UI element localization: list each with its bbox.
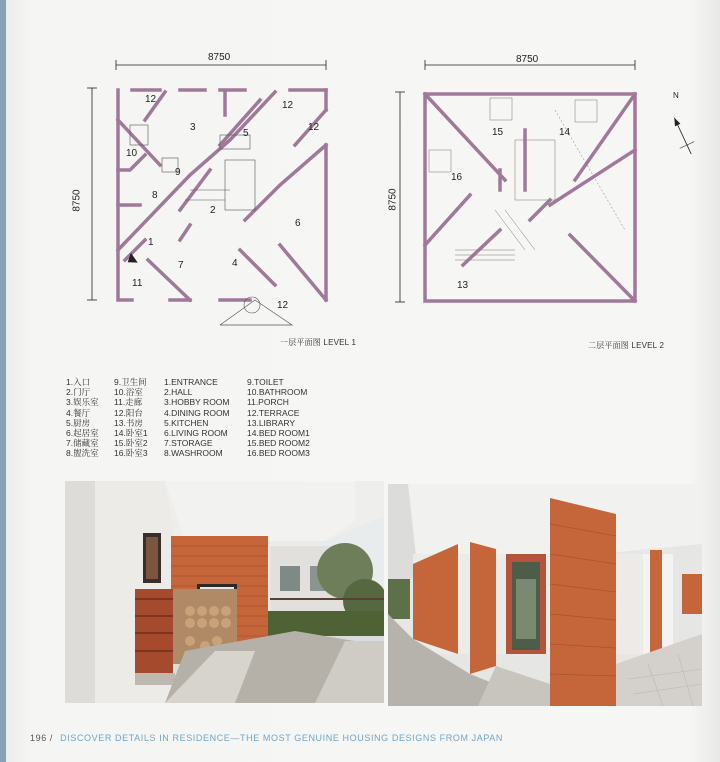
room-number: 10 (126, 148, 138, 159)
legend-item: 10.BATHROOM (247, 387, 308, 398)
room-number: 8 (152, 190, 158, 201)
level2-width-dimension: 8750 (516, 54, 539, 65)
page-edge-strip (0, 0, 6, 762)
legend-en-col1 (164, 377, 230, 459)
legend-item: 15.BED ROOM2 (247, 438, 310, 449)
photo-wood-fin-corridor (388, 484, 702, 706)
legend-item: 3.娱乐室 (66, 397, 99, 408)
legend-item: 3.HOBBY ROOM (164, 397, 230, 408)
level1-width-dimension: 8750 (208, 52, 231, 63)
legend-item: 5.厨房 (66, 417, 91, 428)
room-number: 6 (295, 218, 301, 229)
room-number: 3 (190, 122, 196, 133)
legend-item: 5.KITCHEN (164, 417, 209, 428)
legend-item: 8.盥洗室 (66, 448, 99, 459)
floor-plan-level-1 (70, 50, 360, 350)
legend-cn-col2 (114, 377, 148, 459)
legend-item: 1.ENTRANCE (164, 377, 218, 387)
north-arrow-icon (667, 114, 698, 157)
north-label: N (673, 91, 679, 100)
room-number: 13 (457, 280, 469, 291)
legend-item: 4.DINING ROOM (164, 407, 230, 418)
legend-item: 14.卧室1 (114, 428, 148, 439)
legend-item: 16.BED ROOM3 (247, 448, 310, 459)
legend-item: 12.阳台 (114, 407, 143, 418)
photo-porch-firewood (65, 481, 384, 703)
level2-height-dimension: 8750 (387, 188, 399, 211)
room-number: 7 (178, 260, 184, 271)
room-number: 14 (559, 127, 571, 138)
room-number: 11 (132, 278, 143, 289)
book-title: DISCOVER DETAILS IN RESIDENCE—THE MOST GENUINE HOUSING DESIGNS FROM JAPAN (60, 733, 503, 743)
legend-item: 11.走廊 (114, 397, 143, 408)
legend-item: 12.TERRACE (247, 407, 300, 418)
legend-item: 11.PORCH (247, 397, 289, 408)
legend-item: 9.TOILET (247, 377, 284, 387)
level2-caption: 二层平面图 LEVEL 2 (588, 341, 665, 350)
legend-item: 13.书房 (114, 417, 143, 428)
legend-en-col2 (247, 377, 310, 459)
legend-item: 2.门厅 (66, 387, 91, 398)
legend-item: 14.BED ROOM1 (247, 428, 310, 439)
legend-item: 7.储藏室 (66, 438, 99, 449)
level1-height-dimension: 8750 (71, 189, 83, 212)
room-number: 4 (232, 258, 238, 269)
legend-item: 4.餐厅 (66, 407, 91, 418)
legend-item: 10.浴室 (114, 387, 143, 398)
legend-item: 13.LIBRARY (247, 417, 296, 428)
page-footer (30, 733, 503, 743)
room-number: 15 (492, 127, 504, 138)
legend-item: 6.LIVING ROOM (164, 428, 228, 439)
room-number: 12 (277, 300, 289, 311)
legend-item: 16.卧室3 (114, 448, 148, 459)
room-number: 12 (282, 100, 294, 111)
legend-item: 8.WASHROOM (164, 448, 223, 459)
legend-cn-col1 (66, 377, 99, 459)
legend-item: 15.卧室2 (114, 438, 148, 449)
legend-item: 7.STORAGE (164, 438, 213, 449)
room-number: 2 (210, 205, 216, 216)
legend-item: 2.HALL (164, 387, 193, 398)
room-number: 5 (243, 128, 249, 139)
room-number: 1 (148, 237, 154, 248)
floor-plan-level-2 (395, 50, 700, 320)
room-number: 9 (175, 167, 181, 178)
room-number: 16 (451, 172, 463, 183)
room-number: 12 (308, 122, 320, 133)
page-number: 196 / (30, 733, 54, 743)
legend-item: 1.入口 (66, 377, 91, 387)
room-number: 12 (145, 94, 157, 105)
legend-item: 9.卫生间 (114, 377, 147, 387)
legend-item: 6.起居室 (66, 428, 99, 439)
level1-caption: 一层平面图 LEVEL 1 (280, 338, 357, 347)
